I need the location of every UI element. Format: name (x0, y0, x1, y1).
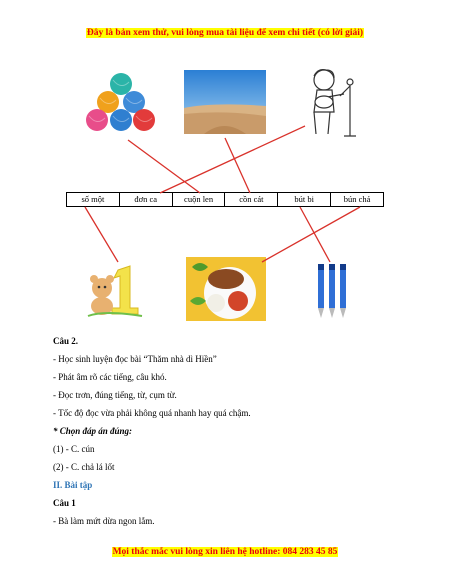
yarn-balls-image (80, 70, 162, 134)
line-bun-cha-dish (262, 207, 360, 262)
cau1-heading: Câu 1 (53, 498, 76, 508)
cau2-item: - Phát âm rõ các tiếng, câu khó. (53, 372, 167, 382)
ballpoint-pens-image (312, 260, 352, 322)
number-one-teddy-image (84, 262, 146, 318)
answer-content (53, 332, 413, 530)
answer-heading: * Chọn đáp án đúng: (53, 426, 133, 436)
line-yarn-cuon-len (128, 140, 200, 193)
boy-singing-image (300, 64, 362, 140)
sand-dunes-image (184, 70, 266, 134)
header-notice: Đây là bản xem thử, vui lòng mua tài liệu để xem chi tiết (có lời giải) (86, 28, 364, 38)
bun-cha-image (186, 257, 266, 321)
cau1-item: - Bà làm mứt dừa ngon lắm. (53, 516, 155, 526)
word-but-bi: bút bi (278, 193, 331, 206)
word-con-cat: cồn cát (225, 193, 278, 206)
section-heading: II. Bài tập (53, 480, 93, 490)
line-dunes-con-cat (225, 138, 250, 193)
line-so-mot-teddy (85, 207, 118, 262)
word-cuon-len: cuộn len (173, 193, 226, 206)
footer-notice: Mọi thắc mắc vui lòng xin liên hệ hotline: 084 283 45 85 (112, 547, 338, 557)
word-row (66, 192, 384, 207)
answer-item: (1) - C. cún (53, 444, 95, 454)
word-so-mot: số một (67, 193, 120, 206)
cau2-heading: Câu 2. (53, 336, 79, 346)
cau2-item: - Học sinh luyện đọc bài “Thăm nhà dì Hiền” (53, 354, 217, 364)
word-don-ca: đơn ca (120, 193, 173, 206)
cau2-item: - Đọc trơn, đúng tiếng, từ, cụm từ. (53, 390, 177, 400)
answer-item: (2) - C. chả lá lốt (53, 462, 115, 472)
line-boy-don-ca (160, 126, 305, 193)
word-bun-cha: bún chả (343, 194, 371, 204)
cau2-item: - Tốc độ đọc vừa phải không quá nhanh hay quá chậm. (53, 408, 251, 418)
line-but-bi-pens (300, 207, 330, 262)
